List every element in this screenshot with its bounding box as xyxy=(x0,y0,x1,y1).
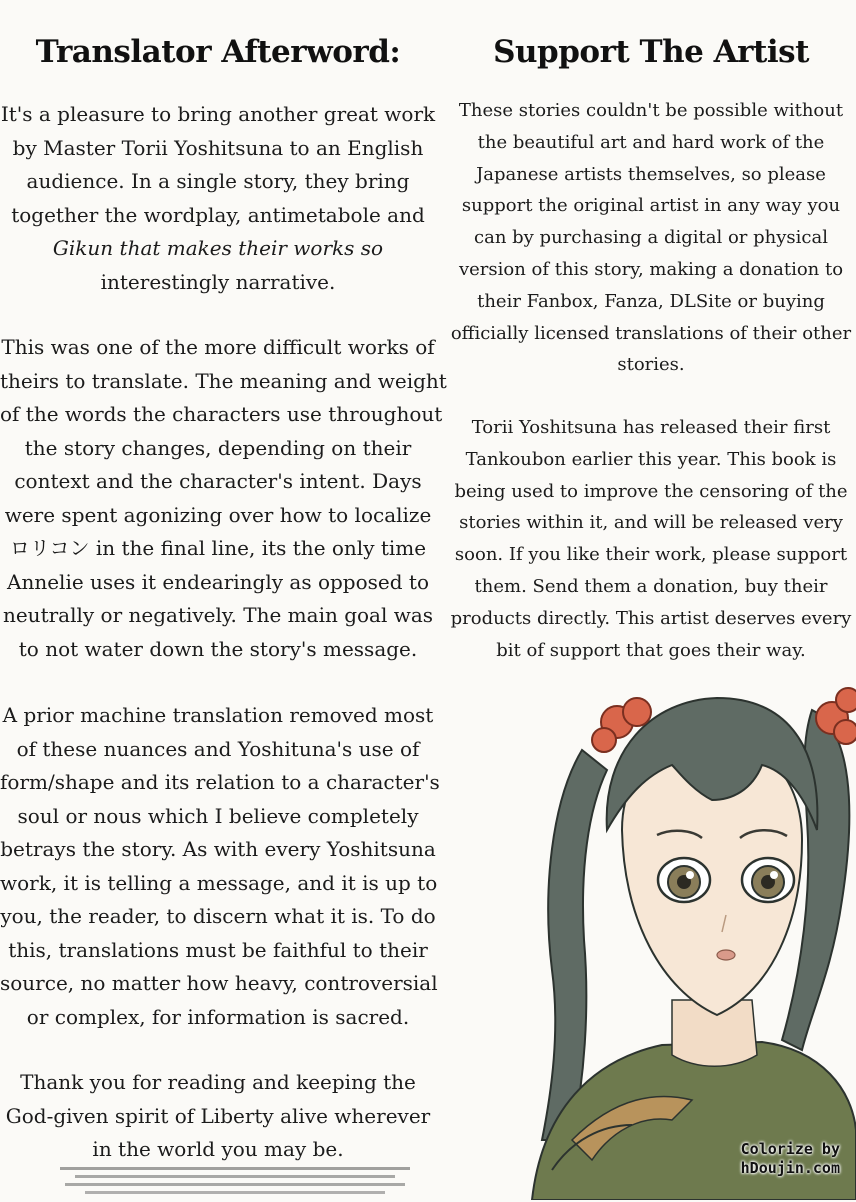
afterword-p4-line: Thank you for reading and keeping the xyxy=(20,1070,416,1094)
afterword-p4-line: in the world you may be. xyxy=(92,1137,344,1161)
afterword-title: Translator Afterword: xyxy=(35,34,401,70)
afterword-p2-line: Annelie uses it endearingly as opposed to xyxy=(7,569,429,594)
support-p1-line: Japanese artists themselves, so please xyxy=(476,163,826,185)
afterword-p3-line: source, no matter how heavy, controversial xyxy=(0,971,438,995)
support-p1-line: officially licensed translations of their other xyxy=(450,322,852,344)
afterword-p2-line: neutrally or negatively. The main goal was xyxy=(2,603,434,627)
afterword-p4-line: God-given spirit of Liberty alive wherever xyxy=(5,1103,431,1128)
support-p2-line: soon. If you like their work, please support xyxy=(454,544,848,566)
fine-print-block xyxy=(40,1165,430,1202)
afterword-p3-line: soul or nous which I believe completely xyxy=(17,803,419,828)
support-p1-line: These stories couldn't be possible without xyxy=(458,100,844,121)
fine-print-marks xyxy=(40,1165,430,1199)
afterword-p3-line: or complex, for information is sacred. xyxy=(26,1004,410,1029)
support-p1-line: the beautiful art and hard work of the xyxy=(477,131,825,153)
support-p2-line: Tankoubon earlier this year. This book is xyxy=(465,448,837,470)
afterword-p2-line: context and the character's intent. Days xyxy=(14,469,422,493)
afterword-p2-line: of the words the characters use throughout xyxy=(0,402,443,426)
afterword-p3-line: A prior machine translation removed most xyxy=(2,703,434,727)
character-illustration xyxy=(512,670,856,1200)
colorize-credit xyxy=(741,1140,840,1178)
credit-line-1: Colorize by xyxy=(740,1140,840,1158)
afterword-paragraph-4 xyxy=(0,1066,436,1167)
afterword-p2-line: the story changes, depending on their xyxy=(24,435,412,460)
afterword-p1-line: by Master Torii Yoshitsuna to an English xyxy=(12,135,424,160)
afterword-p3-line: betrays the story. As with every Yoshitsuna xyxy=(0,837,436,861)
eye-left xyxy=(658,858,710,902)
afterword-p3-line: work, it is telling a message, and it is up to xyxy=(0,870,438,895)
credit-line-2: hDoujin.com xyxy=(740,1159,840,1177)
afterword-p2-line: theirs to translate. The meaning and weight xyxy=(0,368,447,393)
afterword-p2-line: This was one of the more difficult works of xyxy=(1,335,435,359)
support-p2-line: bit of support that goes their way. xyxy=(496,639,806,661)
afterword-p3-line: you, the reader, to discern what it is. To do xyxy=(0,904,436,928)
support-p1-line: support the original artist in any way you xyxy=(461,195,841,217)
afterword-p3-line: this, translations must be faithful to their xyxy=(8,937,428,962)
support-p2-line: them. Send them a donation, buy their xyxy=(474,575,828,597)
afterword-p1-line: It's a pleasure to bring another great work xyxy=(0,102,436,126)
support-p2-line: products directly. This artist deserves every xyxy=(450,607,852,629)
afterword-paragraph-3 xyxy=(0,699,440,1034)
afterword-p2-line: to not water down the story's message. xyxy=(18,636,418,661)
afterword-p1-line: audience. In a single story, they bring xyxy=(26,169,410,193)
afterword-p1-line: together the wordplay, antimetabole and xyxy=(11,202,425,227)
support-p2-line: being used to improve the censoring of the xyxy=(454,480,848,502)
support-paragraph-2 xyxy=(446,412,856,666)
afterword-p2-line: were spent agonizing over how to localize xyxy=(4,502,432,527)
afterword-paragraph-2 xyxy=(0,331,447,666)
eye-right xyxy=(742,858,794,902)
support-p2-line: stories within it, and will be released very xyxy=(459,512,843,534)
afterword-p1-line: Gikun that makes their works so xyxy=(52,236,384,260)
support-p1-line: stories. xyxy=(617,354,685,376)
afterword-paragraph-1 xyxy=(0,98,436,299)
support-p1-line: can by purchasing a digital or physical xyxy=(474,227,828,249)
support-p1-line: their Fanbox, Fanza, DLSite or buying xyxy=(477,290,825,312)
afterword-p3-line: of these nuances and Yoshituna's use of xyxy=(16,736,420,761)
support-title: Support The Artist xyxy=(493,34,809,70)
afterword-p2-line: ロリコン in the final line, its the only time xyxy=(9,536,427,560)
support-p1-line: version of this story, making a donation to xyxy=(458,258,844,280)
support-paragraph-1 xyxy=(446,95,856,381)
afterword-p1-line: interestingly narrative. xyxy=(100,269,336,294)
support-p2-line: Torii Yoshitsuna has released their first xyxy=(471,417,831,438)
afterword-p3-line: form/shape and its relation to a character's xyxy=(0,770,440,794)
